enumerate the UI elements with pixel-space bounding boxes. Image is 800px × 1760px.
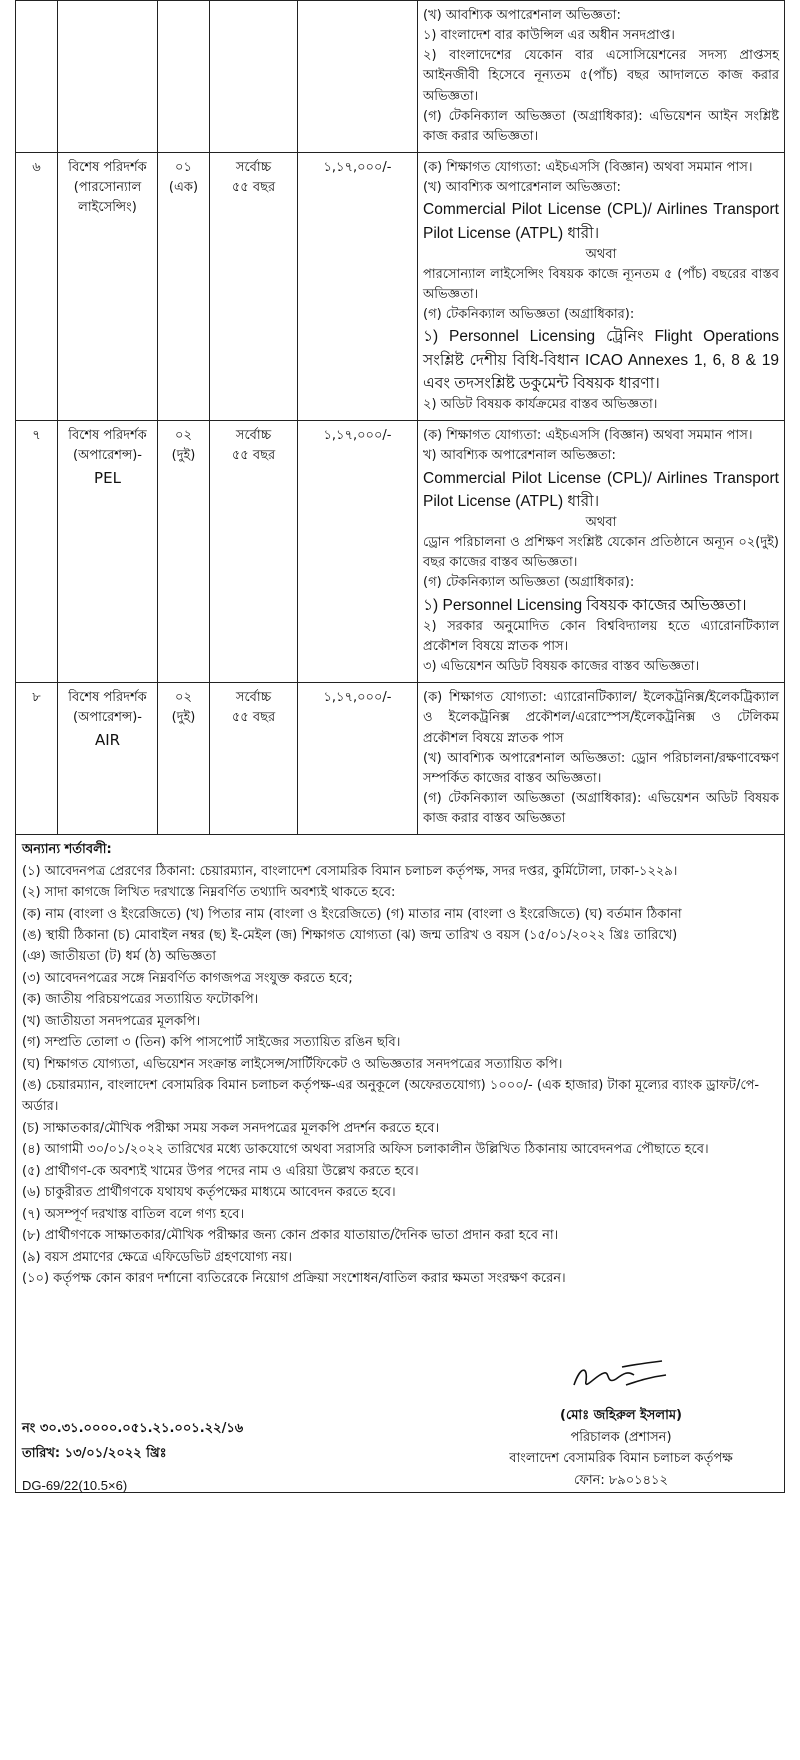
conditions-heading: অন্যান্য শর্তাবলী: [22,842,112,858]
requirement-line: (ক) শিক্ষাগত যোগ্যতা: এইচএসসি (বিজ্ঞান) অথবা সমমান পাস। [423,159,753,175]
memo-block [22,1417,243,1466]
post-age-line: ৫৫ বছর [231,710,276,726]
job-circular-page [15,0,785,1493]
post-title-line: (অপারেশন্স)- [73,710,142,726]
requirement-line: ১) Personnel Licensing বিষয়ক কাজের অভিজ্ঞতা। [423,596,747,614]
post-title-line: (পারসোন্যাল [73,180,142,196]
condition-line: (৪) আগামী ৩০/০১/২০২২ তারিখের মধ্যে ডাকযোগে অথবা সরাসরি অফিস চলাকালীন উল্লিখিত ঠিকানায় আবেদনপত্র পৌছাতে হবে। [22,1142,709,1158]
post-title [58,683,158,835]
posts-table [15,0,785,835]
post-count-line: (এক) [168,180,199,196]
post-age-limit [210,421,298,683]
condition-line: (ঞ) জাতীয়তা (ট) ধর্ম (ঠ) অভিজ্ঞতা [22,949,217,965]
post-row [16,421,785,683]
post-serial: ৬ [16,152,58,420]
condition-line: (খ) জাতীয়তা সনদপত্রের মূলকপি। [22,1013,201,1029]
post-serial: ৮ [16,683,58,835]
condition-line: (গ) সম্প্রতি তোলা ৩ (তিন) কপি পাসপোর্ট সাইজের সত্যায়িত রঙিন ছবি। [22,1035,401,1051]
post-title-line: লাইসেন্সিং) [78,200,137,216]
condition-line: (৯) বয়স প্রমাণের ক্ষেত্রে এফিডেভিট গ্রহণযোগ্য নয়। [22,1249,293,1265]
signatory-designation: পরিচালক (প্রশাসন) [570,1429,672,1445]
post-count [158,421,210,683]
post-age-limit [210,683,298,835]
requirement-line: ৩) এভিয়েশন অডিট বিষয়ক কাজের বাস্তব অভিজ্ঞতা। [423,659,700,675]
condition-line: (ক) নাম (বাংলা ও ইংরেজিতে) (খ) পিতার নাম (বাংলা ও ইংরেজিতে) (গ) মাতার নাম (বাংলা ও ইংরেজিতে) (ঘ) বর্তমান ঠিকানা [22,906,682,922]
requirement-line: (খ) আবশ্যিক অপারেশনাল অভিজ্ঞতা: [423,8,621,23]
signature-block [466,1355,776,1491]
requirement-line: Commercial Pilot License (CPL)/ Airlines Transport Pilot License (ATPL) ধারী। [423,469,779,510]
post-title [58,1,158,153]
post-salary [298,1,418,153]
signatory-name: (মোঃ জহিরুল ইসলাম) [560,1408,682,1424]
condition-line: (৩) আবেদনপত্রের সঙ্গে নিম্নবর্ণিত কাগজপত্র সংযুক্ত করতে হবে; [22,970,353,986]
footer-code: DG-69/22(10.5×6) [22,1478,128,1494]
requirement-line: ২) বাংলাদেশের যেকোন বার এসোসিয়েশনের সদস্য প্রাপ্তসহ আইনজীবী হিসেবে নূন্যতম ৫(পাঁচ) বছর আদালতে কাজ করার অভিজ্ঞতা। [423,48,779,104]
requirement-line: (গ) টেকনিক্যাল অভিজ্ঞতা (অগ্রাধিকার): [423,307,635,323]
post-serial [16,1,58,153]
requirement-line: (খ) আবশ্যিক অপারেশনাল অভিজ্ঞতা: [423,180,621,196]
condition-line: (৬) চাকুরীরত প্রার্থীগণকে যথাযথ কর্তৃপক্ষের মাধ্যমে আবেদন করতে হবে। [22,1185,396,1201]
condition-line: (১) আবেদনপত্র প্রেরণের ঠিকানা: চেয়ারম্যান, বাংলাদেশ বেসামরিক বিমান চলাচল কর্তৃপক্ষ, সদর দপ্তর, কুর্মিটোলা, ঢাকা-১২২৯। [22,863,678,879]
condition-line: (ক) জাতীয় পরিচয়পত্রের সত্যায়িত ফটোকপি। [22,992,259,1008]
post-age-line: ৫৫ বছর [231,180,276,196]
post-salary: ১,১৭,০০০/- [298,683,418,835]
post-title-line: PEL [94,468,121,487]
post-salary: ১,১৭,০০০/- [298,152,418,420]
handwritten-signature [566,1355,676,1399]
post-requirements [418,1,785,153]
post-row [16,152,785,420]
requirement-line: Commercial Pilot License (CPL)/ Airlines Transport Pilot License (ATPL) ধারী। [423,201,779,242]
condition-line: (ঙ) স্থায়ী ঠিকানা (চ) মোবাইল নম্বর (ছ) ই-মেইল (জ) শিক্ষাগত যোগ্যতা (ঝ) জন্ম তারিখ ও বয়স (১৫/০১/২০২২ খ্রিঃ তারিখে) [22,927,678,943]
requirement-line: (ক) শিক্ষাগত যোগ্যতা: এইচএসসি (বিজ্ঞান) অথবা সমমান পাস। [423,428,753,444]
post-count-line: ০২ [175,428,192,444]
requirement-line: অথবা [585,246,617,262]
post-requirements [418,421,785,683]
condition-line: (৭) অসম্পূর্ণ দরখাস্ত বাতিল বলে গণ্য হবে। [22,1206,245,1222]
post-count-line: (দুই) [171,710,196,726]
post-title [58,421,158,683]
condition-line: (১০) কর্তৃপক্ষ কোন কারণ দর্শানো ব্যতিরেকে নিয়োগ প্রক্রিয়া সংশোধন/বাতিল করার ক্ষমতা সংরক্ষণ করেন। [22,1270,566,1286]
memo-date: তারিখ: ১৩/০১/২০২২ খ্রিঃ [22,1445,167,1461]
post-title [58,152,158,420]
requirement-line: (ক) শিক্ষাগত যোগ্যতা: এ্যারোনটিক্যাল/ ইলেকট্রনিক্স/ইলেকট্রিক্যাল ও ইলেকট্রনিক্স প্রকৌশল/এরোস্পেস/ইলেকট্রনিক্স ও টেলিকম প্রকৌশল বিষয়ে স্নাতক পাস [423,690,779,746]
post-count-line: ০১ [175,159,192,175]
signatory-organization: বাংলাদেশ বেসামরিক বিমান চলাচল কর্তৃপক্ষ [509,1451,733,1467]
requirement-line: (খ) আবশ্যিক অপারেশনাল অভিজ্ঞতা: ড্রোন পরিচালনা/রক্ষণাবেক্ষণ সম্পর্কিত কাজের বাস্তব অভিজ্ঞতা। [423,750,779,786]
post-age-line: সর্বোচ্চ [235,690,272,706]
requirement-line: ২) অডিট বিষয়ক কার্যক্রমের বাস্তব অভিজ্ঞতা। [423,397,658,413]
post-age-limit [210,152,298,420]
post-requirements [418,152,785,420]
post-age-line: সর্বোচ্চ [235,428,272,444]
requirement-line: অথবা [585,515,617,530]
requirement-line: ২) সরকার অনুমোদিত কোন বিশ্ববিদ্যালয় হতে এ্যারোনটিক্যাল প্রকৌশল বিষয়ে স্নাতক পাস। [423,618,779,654]
signatory-phone: ফোন: ৮৯০১৪১২ [574,1472,668,1488]
other-conditions-section [15,835,785,1493]
post-title-line: বিশেষ পরিদর্শক [68,690,147,706]
condition-line: (চ) সাক্ষাতকার/মৌখিক পরীক্ষা সময় সকল সনদপত্রের মূলকপি প্রদর্শন করতে হবে। [22,1120,440,1136]
post-title-line: (অপারেশন্স)- [73,448,142,464]
requirement-line: পারসোন্যাল লাইসেন্সিং বিষয়ক কাজে ন্যূনতম ৫ (পাঁচ) বছরের বাস্তব অভিজ্ঞতা। [423,266,779,303]
memo-number: নং ৩০.৩১.০০০০.০৫১.২১.০০১.২২/১৬ [22,1421,244,1437]
post-count [158,1,210,153]
post-serial: ৭ [16,421,58,683]
requirement-line: (গ) টেকনিক্যাল অভিজ্ঞতা (অগ্রাধিকার): এভিয়েশন আইন সংশ্লিষ্ট কাজ করার অভিজ্ঞতা। [423,108,779,144]
post-count-line: ০২ [175,690,192,706]
post-salary: ১,১৭,০০০/- [298,421,418,683]
condition-line: (৫) প্রার্থীগণ-কে অবশ্যই খামের উপর পদের নাম ও এরিয়া উল্লেখ করতে হবে। [22,1163,419,1179]
post-title-line: AIR [94,730,121,749]
post-count [158,152,210,420]
post-title-line: বিশেষ পরিদর্শক [68,159,147,175]
post-age-limit [210,1,298,153]
condition-line: (ঙ) চেয়ারম্যান, বাংলাদেশ বেসামরিক বিমান চলাচল কর্তৃপক্ষ-এর অনুকূলে (অফেরতযোগ্য) ১০০০/- (এক হাজার) টাকা মূল্যের ব্যাংক ড্রাফট/পে-অর্ডার। [22,1078,760,1115]
requirement-line: খ) আবশ্যিক অপারেশনাল অভিজ্ঞতা: [423,448,616,464]
requirement-line: ১) Personnel Licensing ট্রেনিং Flight Operations সংশ্লিষ্ট দেশীয় বিধি-বিধান ICAO Annexes 1, 6, 8 & 19 এবং তদসংশ্লিষ্ট ডকুমেন্ট বিষয়ক ধারণা। [423,328,779,392]
post-count-line: (দুই) [171,448,196,464]
condition-line: (৮) প্রার্থীগণকে সাক্ষাতকার/মৌখিক পরীক্ষার জন্য কোন প্রকার যাতায়াত/দৈনিক ভাতা প্রদান করা হবে না। [22,1228,559,1244]
requirement-line: (গ) টেকনিক্যাল অভিজ্ঞতা (অগ্রাধিকার): [423,575,635,591]
post-age-line: ৫৫ বছর [231,448,276,464]
post-requirements [418,683,785,835]
post-count [158,683,210,835]
condition-line: (ঘ) শিক্ষাগত যোগ্যতা, এভিয়েশন সংক্রান্ত লাইসেন্স/সার্টিফিকেট ও অভিজ্ঞতার সনদপত্রের সত্যায়িত কপি। [22,1056,563,1072]
conditions-list [22,861,778,1290]
post-row [16,1,785,153]
post-title-line: বিশেষ পরিদর্শক [68,428,147,444]
post-age-line: সর্বোচ্চ [235,159,272,175]
requirement-line: ১) বাংলাদেশ বার কাউন্সিল এর অধীন সনদপ্রাপ্ত। [423,28,675,44]
requirement-line: ড্রোন পরিচালনা ও প্রশিক্ষণ সংশ্লিষ্ট যেকোন প্রতিষ্ঠানে অন্যূন ০২(দুই) বছর কাজের বাস্তব অভিজ্ঞতা। [423,535,779,571]
condition-line: (২) সাদা কাগজে লিখিত দরখাস্তে নিম্নবর্ণিত তথ্যাদি অবশ্যই থাকতে হবে: [22,885,396,901]
post-row [16,683,785,835]
requirement-line: (গ) টেকনিক্যাল অভিজ্ঞতা (অগ্রাধিকার): এভিয়েশন অডিট বিষয়ক কাজ করার বাস্তব অভিজ্ঞতা [423,790,779,827]
